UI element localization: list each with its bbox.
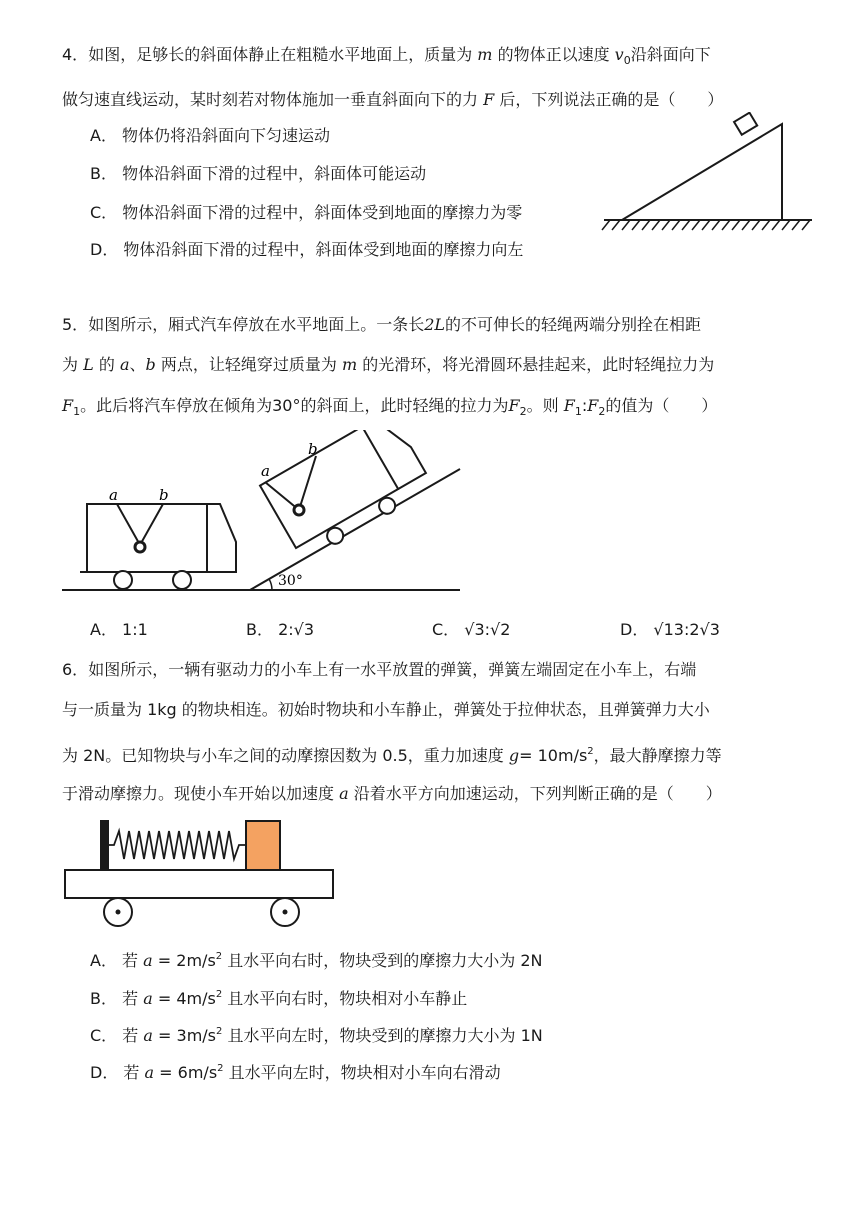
angle-label: 30°: [278, 573, 303, 589]
q5-option-c: C． √3:√2: [432, 620, 511, 639]
spring-cart-figure: [60, 815, 340, 930]
point-a-label: a: [109, 486, 118, 504]
wheel: [376, 495, 398, 517]
tilted-car: [260, 430, 434, 563]
rope: [117, 504, 163, 545]
q4-option-c: C． 物体沿斜面下滑的过程中，斜面体受到地面的摩擦力为零: [90, 203, 523, 222]
q4-option-b: B． 物体沿斜面下滑的过程中，斜面体可能运动: [90, 164, 427, 183]
q6-stem-line4: 于滑动摩擦力。现使小车开始以加速度 a 沿着水平方向加速运动，下列判断正确的是（ ）: [62, 784, 722, 803]
q4-option-a: A． 物体仍将沿斜面向下匀速运动: [90, 126, 331, 145]
incline-triangle: [622, 124, 782, 220]
q5-stem-line1: 5．如图所示，厢式汽车停放在水平地面上。一条长2L的不可伸长的轻绳两端分别拴在相距: [62, 315, 702, 334]
spring-wall: [100, 820, 109, 870]
incline-figure: [600, 112, 820, 242]
q6-option-b: B． 若 $a = 4m/s^2$ 且水平向右时，物块相对小车静止: [90, 989, 468, 1008]
q6-stem-line3: 为 2N。已知物块与小车之间的动摩擦因数为 0.5，重力加速度 $g= 10m/s^2$，最大静摩擦力等: [62, 746, 722, 765]
spring: [109, 831, 246, 859]
q6-option-d: D． 若 $a = 6m/s^2$ 且水平向左时，物块相对小车向右滑动: [90, 1063, 501, 1082]
q5-option-b: B． 2:√3: [246, 620, 315, 639]
tilted-ring: [294, 505, 304, 515]
wheel: [173, 571, 191, 589]
q6-stem-line1: 6．如图所示，一辆有驱动力的小车上有一水平放置的弹簧，弹簧左端固定在小车上，右端: [62, 660, 697, 679]
q4-stem-line2: 做匀速直线运动，某时刻若对物体施加一垂直斜面向下的力 F 后，下列说法正确的是（ ）: [62, 90, 724, 109]
q5-stem-line2: 为 L 的 a、b 两点，让轻绳穿过质量为 m 的光滑环，将光滑圆环悬挂起来，此时轻绳拉力为: [62, 355, 715, 374]
q6-number: 6．: [62, 660, 89, 679]
tilted-point-a-label: a: [261, 462, 270, 480]
q6-option-a: A． 若 $a = 2m/s^2$ 且水平向右时，物块受到的摩擦力大小为 2N: [90, 951, 543, 970]
wheel: [324, 525, 346, 547]
tilted-rope: [265, 456, 316, 510]
point-b-label: b: [159, 486, 169, 504]
q5-stem-line3: $F_1$。此后将汽车停放在倾角为30°的斜面上，此时轻绳的拉力为$F_2$。则 $F_1:F_2$的值为（ ）: [62, 396, 718, 418]
q4-stem-line1: 4．如图，足够长的斜面体静止在粗糙水平地面上，质量为 m 的物体正以速度 $v_0$沿斜面向下: [62, 45, 711, 67]
q6-option-c: C． 若 $a = 3m/s^2$ 且水平向左时，物块受到的摩擦力大小为 1N: [90, 1026, 543, 1045]
mass-block: [246, 821, 280, 870]
ring: [135, 542, 145, 552]
car-figure: [60, 430, 470, 600]
q5-option-d: D． √13:2√3: [620, 620, 720, 639]
q5-number: 5．: [62, 315, 89, 334]
wheel: [114, 571, 132, 589]
slope-line: [250, 469, 460, 590]
level-car: [80, 486, 236, 589]
q6-stem-line2: 与一质量为 1kg 的物块相连。初始时物块和小车静止，弹簧处于拉伸状态，且弹簧弹力大小: [62, 700, 710, 719]
angle-arc: [269, 579, 272, 590]
q4-number: 4．: [62, 45, 89, 64]
q4-option-d: D． 物体沿斜面下滑的过程中，斜面体受到地面的摩擦力向左: [90, 240, 524, 259]
tilted-point-b-label: b: [308, 440, 318, 458]
q5-option-a: A． 1:1: [90, 620, 148, 639]
ground-hatching: [602, 220, 810, 230]
cart-body: [65, 870, 333, 898]
incline-block: [734, 113, 757, 135]
